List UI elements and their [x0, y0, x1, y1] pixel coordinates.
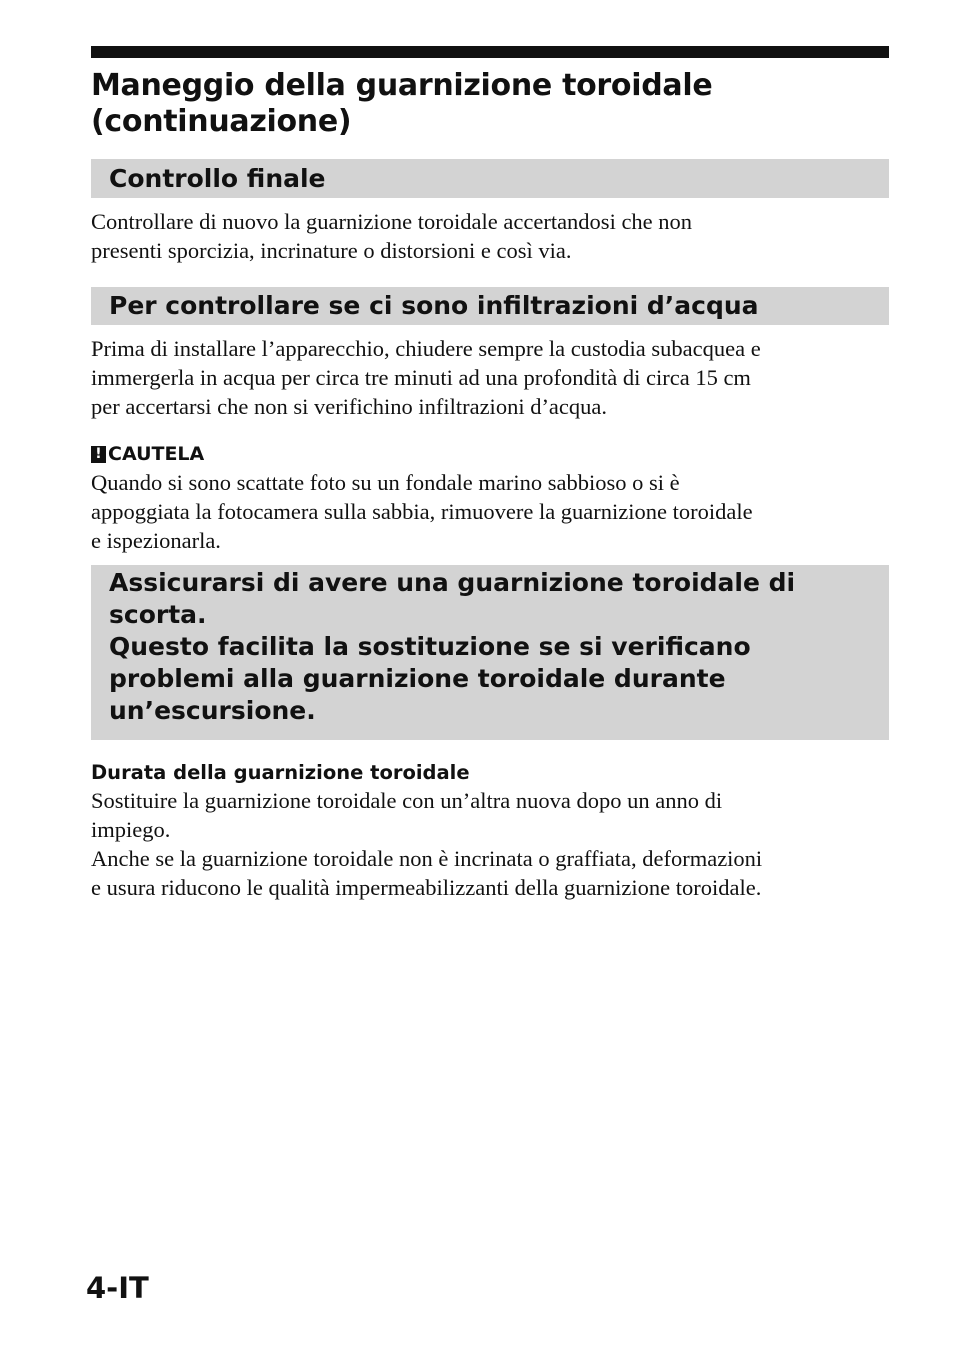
page-title-line-2: (continuazione)	[91, 104, 352, 139]
text-line: Sostituire la guarnizione toroidale con un’altra nuova dopo un anno di	[91, 788, 723, 813]
text-line: presenti sporcizia, incrinature o distorsioni e così via.	[91, 238, 572, 263]
paragraph-infiltrazioni	[91, 334, 889, 421]
notice-line: Assicurarsi di avere una guarnizione toroidale di	[109, 568, 796, 597]
text-line: e usura riducono le qualità impermeabilizzanti della guarnizione toroidale.	[91, 875, 762, 900]
caution-heading	[91, 442, 889, 466]
text-line: appoggiata la fotocamera sulla sabbia, rimuovere la guarnizione toroidale	[91, 499, 753, 524]
section-heading-controllo-finale: Controllo finale	[91, 159, 889, 198]
text-line: e ispezionarla.	[91, 528, 221, 553]
subheading-durata: Durata della guarnizione toroidale	[91, 761, 470, 784]
text-line: Controllare di nuovo la guarnizione toroidale accertandosi che non	[91, 209, 693, 234]
page-number: 4-IT	[86, 1271, 149, 1305]
section-heading-infiltrazioni: Per controllare se ci sono infiltrazioni d’acqua	[91, 287, 889, 325]
page-title-line-1: Maneggio della guarnizione toroidale	[91, 68, 713, 103]
paragraph-caution	[91, 468, 889, 555]
text-line: Quando si sono scattate foto su un fondale marino sabbioso o si è	[91, 470, 680, 495]
text-line: Anche se la guarnizione toroidale non è incrinata o graffiata, deformazioni	[91, 846, 763, 871]
document-page	[91, 46, 889, 902]
page-title	[91, 68, 889, 140]
warning-icon: !	[91, 446, 106, 463]
text-line: Prima di installare l’apparecchio, chiudere sempre la custodia subacquea e	[91, 336, 761, 361]
text-line: immergerla in acqua per circa tre minuti ad una profondità di circa 15 cm	[91, 365, 751, 390]
text-line: per accertarsi che non si verifichino infiltrazioni d’acqua.	[91, 394, 608, 419]
top-rule	[91, 46, 889, 58]
notice-line: scorta.	[109, 600, 207, 629]
paragraph-controllo-finale	[91, 207, 889, 265]
notice-box	[91, 565, 889, 740]
text-line: impiego.	[91, 817, 171, 842]
notice-line: problemi alla guarnizione toroidale durante	[109, 664, 726, 693]
notice-line: un’escursione.	[109, 696, 316, 725]
paragraph-durata	[91, 786, 889, 902]
caution-label: CAUTELA	[108, 443, 205, 465]
notice-line: Questo facilita la sostituzione se si verificano	[109, 632, 751, 661]
